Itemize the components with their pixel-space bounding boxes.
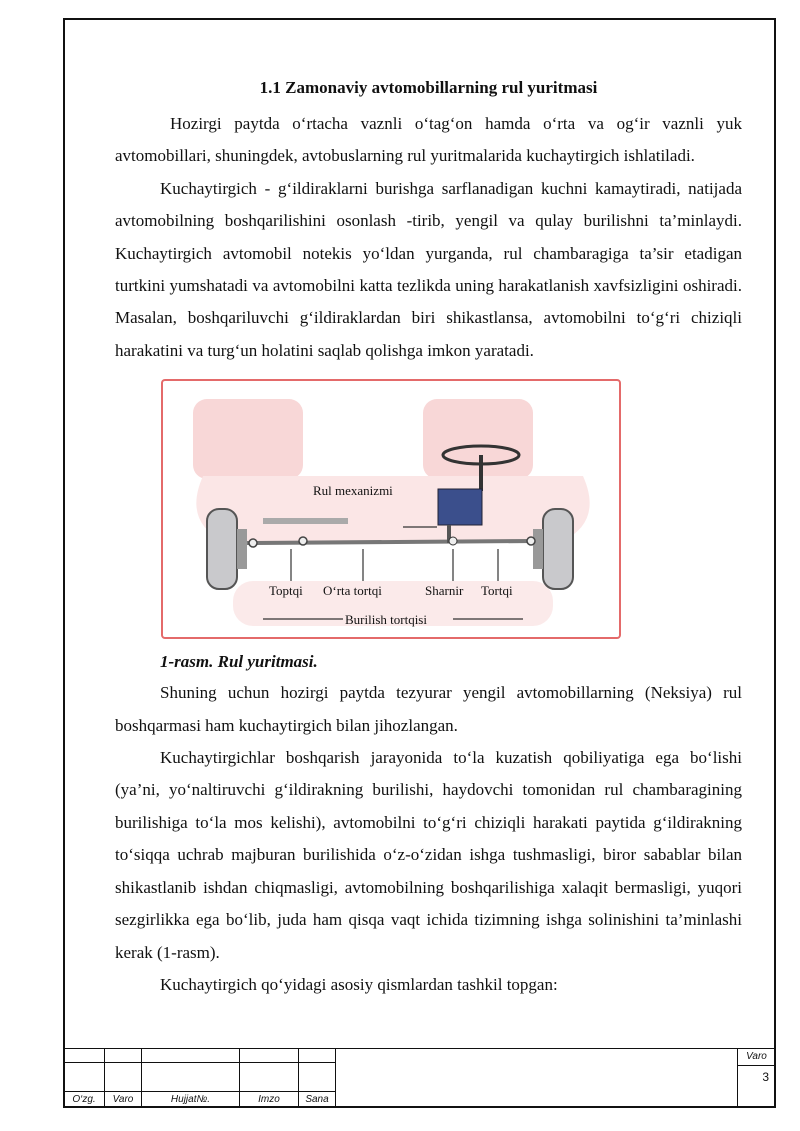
stamp-cell bbox=[63, 1048, 105, 1063]
label-tortqi: Tortqi bbox=[481, 583, 513, 599]
stamp-cell bbox=[141, 1048, 240, 1063]
stamp-description-cell bbox=[335, 1048, 738, 1108]
figure-caption: 1-rasm. Rul yuritmasi. bbox=[160, 652, 318, 672]
stamp-cell bbox=[298, 1062, 336, 1092]
paragraph-1: Hozirgi paytda o‘rtacha vaznli o‘tag‘on hamda o‘rta va og‘ir vaznli yuk avtomobillari, shuningdek, avtobuslarning rul yuritmalarida kuchaytirgich ishlatiladi. bbox=[115, 114, 742, 166]
paragraph-2: Kuchaytirgich - g‘ildiraklarni burishga sarflanadigan kuchni kamaytiradi, natijada avtomobilning boshqarilishini osonlash -tirib, yengil va qulay burilishni ta’minlaydi. Kuchaytirgich avtomobil notekis yo‘ldan yurganda, rul chambaragiga ta’sir etadigan turtkini yumshatadi va avtomobilni katta tezlikda uning harakatlanish xavfsizligini oshiradi. Masalan, boshqariluvchi g‘ildiraklardan biri shikastlansa, avtomobilni to‘g‘ri chiziqli harakatini va turg‘un holatini saqlab qolishga imkon yaratadi. bbox=[115, 178, 742, 360]
stamp-label-hujjat: Hujjat№. bbox=[141, 1091, 240, 1108]
stamp-cell bbox=[298, 1048, 336, 1063]
stamp-sheet-number: 3 bbox=[737, 1065, 776, 1108]
label-orta-tortqi: O‘rta tortqi bbox=[323, 583, 382, 599]
stamp-cell bbox=[141, 1062, 240, 1092]
stamp-cell bbox=[239, 1048, 299, 1063]
steering-mechanism-box bbox=[438, 489, 482, 525]
stamp-label-ozg: O‘zg. bbox=[63, 1091, 105, 1108]
document-body bbox=[115, 72, 742, 1001]
stamp-sheet-label: Varo bbox=[737, 1048, 776, 1066]
stamp-cell bbox=[239, 1062, 299, 1092]
section-heading: 1.1 Zamonaviy avtomobillarning rul yuritmasi bbox=[259, 78, 598, 97]
paragraph-5: Kuchaytirgich qo‘yidagi asosiy qismlardan tashkil topgan: bbox=[160, 974, 558, 994]
label-burilish-tortqisi: Burilish tortqisi bbox=[345, 612, 427, 628]
title-block bbox=[63, 1048, 776, 1108]
paragraph-3: Shuning uchun hozirgi paytda tezyurar yengil avtomobillarning (Neksiya) rul boshqarmasi ham kuchaytirgich bilan jihozlangan. bbox=[115, 683, 742, 735]
label-rul-mexanizmi: Rul mexanizmi bbox=[313, 483, 393, 499]
car-body-shape bbox=[193, 399, 590, 626]
label-toptqi: Toptqi bbox=[269, 583, 303, 599]
stamp-label-varo: Varo bbox=[104, 1091, 142, 1108]
stamp-label-imzo: Imzo bbox=[239, 1091, 299, 1108]
stamp-cell bbox=[104, 1062, 142, 1092]
steering-figure bbox=[161, 379, 621, 639]
stamp-cell bbox=[104, 1048, 142, 1063]
steering-diagram bbox=[163, 381, 619, 637]
label-sharnir: Sharnir bbox=[425, 583, 464, 599]
stamp-label-sana: Sana bbox=[298, 1091, 336, 1108]
paragraph-4: Kuchaytirgichlar boshqarish jarayonida to‘la kuzatish qobiliyatiga ega bo‘lishi (ya’ni, yo‘naltiruvchi g‘ildirakning burilishi, haydovchi tomonidan rul chambaragining burilishiga to‘la mos kelishi), avtomobilni to‘g‘ri chiziqli harakati paytida g‘ildirakning to‘siqqa uchrab majburan burilishida o‘z-o‘zidan ishga tushmasligi, biror sabablar bilan shikastlanib ishdan chiqmasligi, avtomobilning boshqarilishiga xalaqit bermasligi, yuqori sezgirlikka ega bo‘lib, juda ham qisqa vaqt ichida tizimning ishga solinishini ta’minlashi kerak (1-rasm). bbox=[115, 748, 742, 962]
stamp-cell bbox=[63, 1062, 105, 1092]
